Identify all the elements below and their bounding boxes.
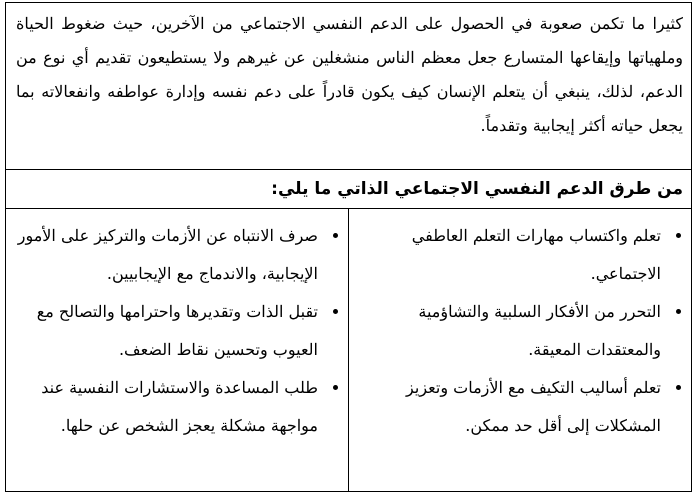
intro-row <box>6 3 692 170</box>
bullet-icon <box>333 309 338 314</box>
list-item-text: طلب المساعدة والاستشارات النفسية عند مواجهة مشكلة يعجز الشخص عن حلها. <box>41 378 318 435</box>
list-item-text: تعلم أساليب التكيف مع الأزمات وتعزيز المشكلات إلى أقل حد ممكن. <box>406 378 661 435</box>
right-bullet-list <box>349 209 691 445</box>
list-item <box>14 293 318 369</box>
bullet-icon <box>676 233 681 238</box>
heading-cell <box>6 170 692 209</box>
left-bullet-list <box>6 209 348 445</box>
list-item-text: التحرر من الأفكار السلبية والتشاؤمية والمعتقدات المعيقة. <box>418 302 661 359</box>
bullet-icon <box>333 233 338 238</box>
bullet-icon <box>676 385 681 390</box>
list-item <box>357 293 661 369</box>
list-item-text: صرف الانتباه عن الأزمات والتركيز على الأمور الإيجابية، والاندماج مع الإيجابيين. <box>17 226 318 283</box>
bullet-icon <box>676 309 681 314</box>
list-item <box>14 217 318 293</box>
list-item <box>357 217 661 293</box>
list-item-text: تعلم واكتساب مهارات التعلم العاطفي الاجتماعي. <box>411 226 661 283</box>
list-item-text: تقبل الذات وتقديرها واحترامها والتصالح مع العيوب وتحسين نقاط الضعف. <box>36 302 318 359</box>
lists-row <box>6 209 692 492</box>
right-list-cell <box>349 209 692 492</box>
section-heading: من طرق الدعم النفسي الاجتماعي الذاتي ما يلي: <box>271 179 683 199</box>
intro-paragraph: كثيرا ما تكمن صعوبة في الحصول على الدعم النفسي الاجتماعي من الآخرين، حيث ضغوط الحياة وملهياتها وإيقاعها المتسارع جعل معظم الناس منشغلين عن غيرهم ولا يستطيعون تقديم أي نوع من الدعم، لذلك، ينبغي أن يتعلم الإنسان كيف يكون قادراً على دعم نفسه وإدارة عواطفه وانفعالاته بما يجعل حياته أكثر إيجابية وتقدماً. <box>16 14 683 135</box>
heading-row <box>6 170 692 209</box>
list-item <box>14 369 318 445</box>
content-table <box>5 2 692 492</box>
left-list-cell <box>6 209 349 492</box>
bullet-icon <box>333 385 338 390</box>
intro-cell <box>6 3 692 170</box>
list-item <box>357 369 661 445</box>
